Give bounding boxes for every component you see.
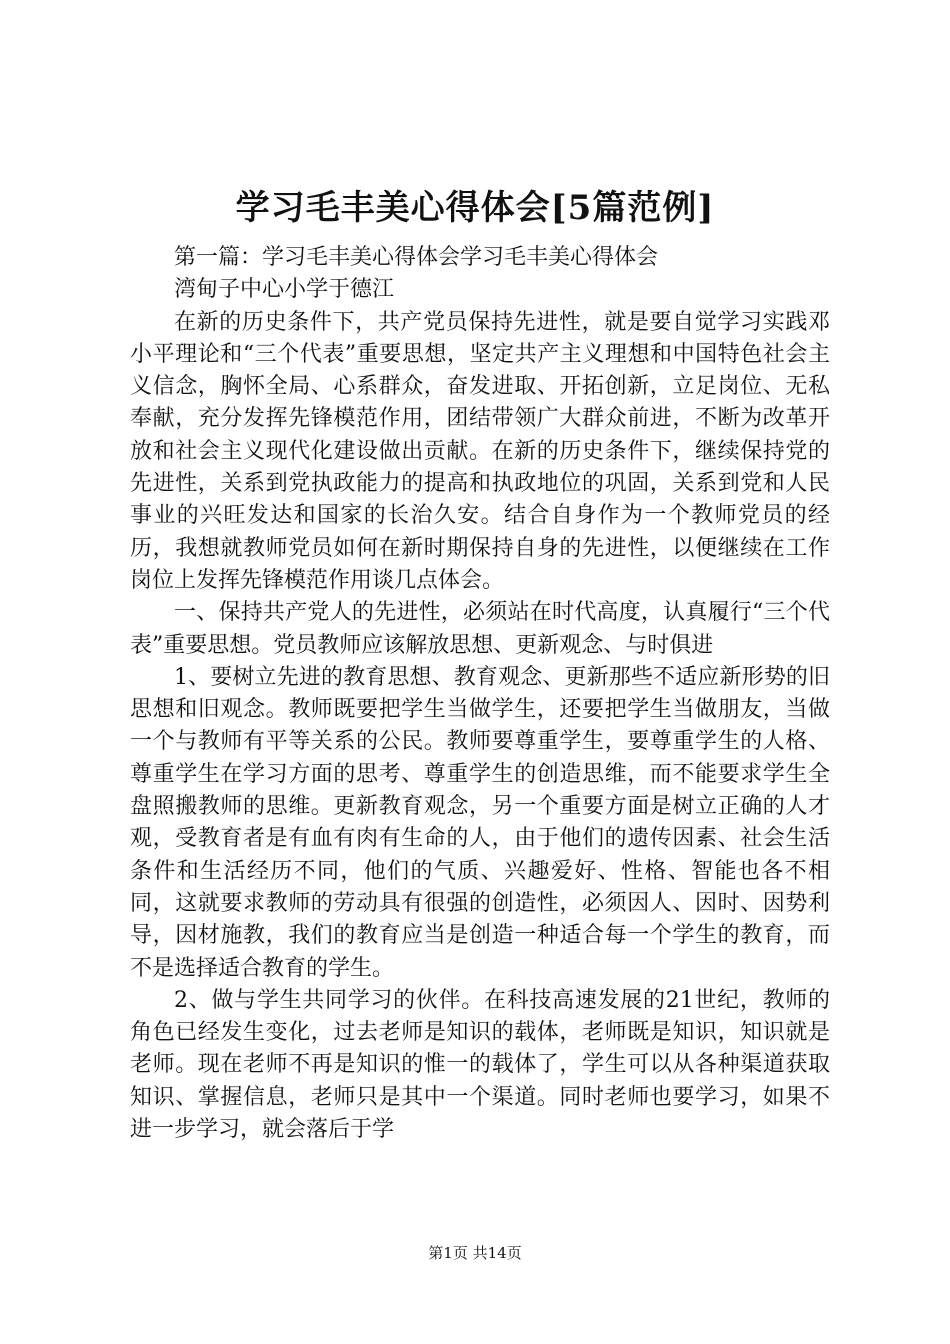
- section-heading: 第一篇：学习毛丰美心得体会学习毛丰美心得体会: [174, 245, 659, 270]
- body-paragraph: 一、保持共产党人的先进性，必须站在时代高度，认真履行“三个代表”重要思想。党员教师应该解放思想、更新观念、与时俱进: [130, 600, 830, 658]
- document-title: 学习毛丰美心得体会[5篇范例]: [235, 188, 715, 228]
- page-number-footer: 第1页 共14页: [428, 1244, 522, 1262]
- body-paragraph: 在新的历史条件下，共产党员保持先进性，就是要自觉学习实践邓小平理论和“三个代表”重要思想，坚定共产主义理想和中国特色社会主义信念，胸怀全局、心系群众，奋发进取、开拓创新，立足岗位、无私奉献，充分发挥先锋模范作用，团结带领广大群众前进，不断为改革开放和社会主义现代化建设做出贡献。在新的历史条件下，继续保持党的先进性，关系到党执政能力的提高和执政地位的巩固，关系到党和人民事业的兴旺发达和国家的长治久安。结合自身作为一个教师党员的经历，我想就教师党员如何在新时期保持自身的先进性，以便继续在工作岗位上发挥先锋模范作用谈几点体会。: [130, 309, 830, 593]
- body-paragraph: 2、做与学生共同学习的伙伴。在科技高速发展的21世纪，教师的角色已经发生变化，过去老师是知识的载体，老师既是知识，知识就是老师。现在老师不再是知识的惟一的载体了，学生可以从各种渠道获取知识、掌握信息，老师只是其中一个渠道。同时老师也要学习，如果不进一步学习，就会落后于学: [130, 987, 830, 1143]
- author-line: 湾甸子中心小学于德江: [174, 277, 395, 303]
- document-body: [130, 242, 830, 1146]
- body-paragraph: 1、要树立先进的教育思想、教育观念、更新那些不适应新形势的旧思想和旧观念。教师既要把学生当做学生，还要把学生当做朋友，当做一个与教师有平等关系的公民。教师要尊重学生，要尊重学生的人格、尊重学生在学习方面的思考、尊重学生的创造思维，而不能要求学生全盘照搬教师的思维。更新教育观念，另一个重要方面是树立正确的人才观，受教育者是有血有肉有生命的人，由于他们的遗传因素、社会生活条件和生活经历不同，他们的气质、兴趣爱好、性格、智能也各不相同，这就要求教师的劳动具有很强的创造性，必须因人、因时、因势利导，因材施教，我们的教育应当是创造一种适合每一个学生的教育，而不是选择适合教育的学生。: [130, 664, 830, 981]
